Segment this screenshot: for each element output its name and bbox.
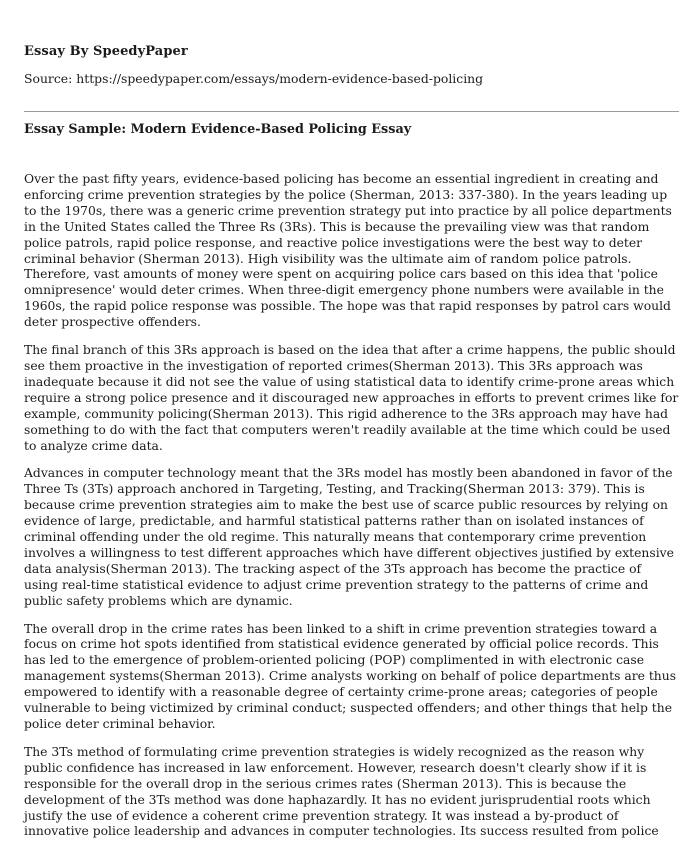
essay-title: Essay Sample: Modern Evidence-Based Policing Essay: [24, 122, 412, 137]
paragraph-1: Over the past fifty years, evidence-based policing has become an essential ingredient in creating and enforcing crime prevention strategies by the police (Sherman, 2013: 337-380). In the years leading up to the 1970s, there was a generic crime prevention strategy put into practice by all police departments in the United States called the Three Rs (3Rs). This is because the prevailing view was that random police patrols, rapid police response, and reactive police investigations were the best way to deter criminal behavior (Sherman 2013). High visibility was the ultimate aim of random police patrols. Therefore, vast amounts of money were spent on acquiring police cars based on this idea that 'police omnipresence' would deter crimes. When three-digit emergency phone numbers were available in the 1960s, the rapid police response was possible. The hope was that rapid responses by patrol cars would deter prospective offenders.: [24, 172, 672, 330]
paragraph-3: Advances in computer technology meant that the 3Rs model has mostly been abandoned in favor of the Three Ts (3Ts) approach anchored in Targeting, Testing, and Tracking(Sherman 2013: 379). This is because crime prevention strategies aim to make the best use of scarce public resources by relying on evidence of large, predictable, and harmful statistical patterns rather than on isolated instances of criminal offending under the old regime. This naturally means that contemporary crime prevention involves a willingness to test different approaches which have different objectives justified by extensive data analysis(Sherman 2013). The tracking aspect of the 3Ts approach has become the practice of using real-time statistical evidence to adjust crime prevention strategy to the patterns of crime and public safety problems which are dynamic.: [24, 466, 674, 608]
source-line: Source: https://speedypaper.com/essays/modern-evidence-based-policing: [24, 71, 484, 86]
paragraph-2: The final branch of this 3Rs approach is based on the idea that after a crime happens, the public should see them proactive in the investigation of reported crimes(Sherman 2013). This 3Rs approach was inadequate because it did not see the value of using statistical data to identify crime-prone areas which require a strong police presence and it discouraged new approaches in efforts to prevent crimes like for example, community policing(Sherman 2013). This rigid adherence to the 3Rs approach may have had something to do with the fact that computers weren't readily available at the time which could be used to analyze crime data.: [24, 343, 679, 453]
paragraph-5: The 3Ts method of formulating crime prevention strategies is widely recognized as the reason why public confidence has increased in law enforcement. However, research doesn't clearly show if it is responsible for the overall drop in the serious crimes rates (Sherman 2013). This is because the development of the 3Ts method was done haphazardly. It has no evident jurisprudential roots which justify the use of evidence a coherent crime prevention strategy. It was instead a by-product of innovative police leadership and advances in computer technologies. Its success resulted from police: [24, 744, 659, 839]
paragraph-4: The overall drop in the crime rates has been linked to a shift in crime prevention strategies toward a focus on crime hot spots identified from statistical evidence generated by official police records. This has led to the emergence of problem-oriented policing (POP) complimented in with electronic case management systems(Sherman 2013). Crime analysts working on behalf of police departments are thus empowered to identify with a reasonable degree of certainty crime-prone areas; categories of people vulnerable to being victimized by criminal conduct; suspected offenders; and other things that help the police deter criminal behavior.: [24, 621, 677, 731]
publisher-title: Essay By SpeedyPaper: [24, 44, 188, 59]
header-divider: [24, 111, 679, 112]
essay-body: [24, 172, 679, 850]
